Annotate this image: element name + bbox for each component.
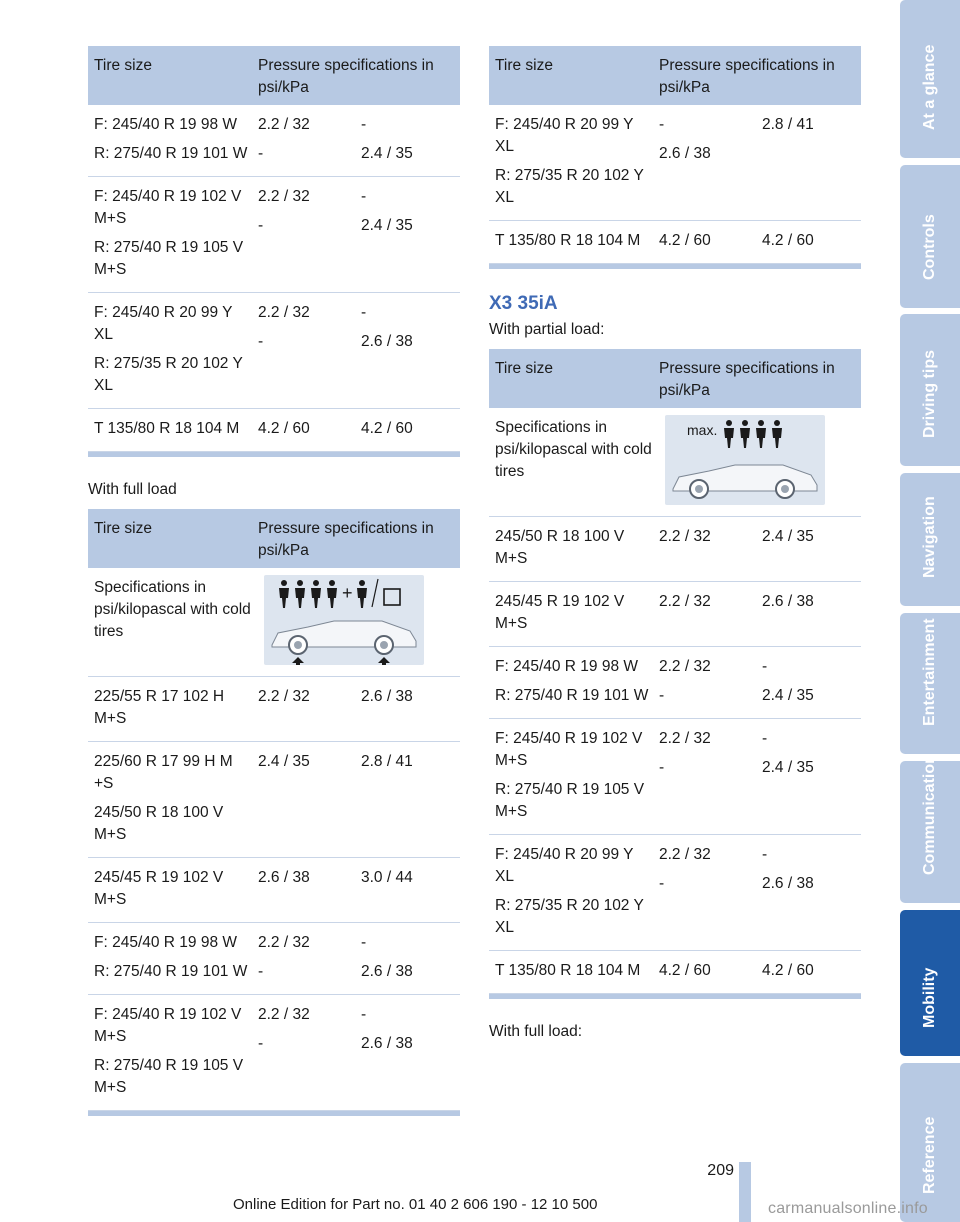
cell-line: F: 245/40 R 20 99 Y XL — [495, 846, 634, 885]
spec-icon-row — [489, 408, 861, 517]
header-tire-size: Tire size — [495, 57, 553, 74]
cell-line: 2.4 / 35 — [361, 145, 413, 162]
tire-size-cell — [88, 751, 258, 846]
cell-line: 2.6 / 38 — [361, 963, 413, 980]
cell-line: R: 275/35 R 20 102 Y XL — [94, 355, 243, 394]
footer-text: Online Edition for Part no. 01 40 2 606 190 - 12 10 500 — [233, 1196, 598, 1213]
table-row — [489, 951, 861, 994]
table-body — [489, 517, 861, 994]
cell-line: - — [361, 934, 367, 951]
table-header — [489, 349, 861, 408]
cell-line: R: 275/40 R 19 101 W — [495, 687, 649, 704]
table-row — [88, 409, 460, 452]
tire-size-cell — [489, 230, 659, 252]
section-title: X3 35iA — [489, 293, 558, 314]
cell-line: F: 245/40 R 19 102 V M+S — [495, 730, 643, 769]
cell-line: - — [659, 759, 665, 776]
cell-line: 2.6 / 38 — [762, 593, 814, 610]
full-load-caption: With full load — [88, 481, 177, 498]
cell-line: 4.2 / 60 — [659, 962, 711, 979]
cell-line: 245/45 R 19 102 V M+S — [495, 593, 625, 632]
watermark: carmanualsonline.info — [768, 1200, 928, 1217]
table-body — [489, 105, 861, 264]
cell-line: F: 245/40 R 20 99 Y XL — [94, 304, 233, 343]
partial-load-caption: With partial load: — [489, 321, 605, 338]
pressure-cell-2 — [361, 186, 460, 281]
cell-line: - — [659, 687, 665, 704]
pressure-cell-2 — [361, 751, 460, 846]
pressure-cell-2 — [361, 1004, 460, 1099]
pressure-arrows — [292, 657, 390, 665]
pressure-cell-1 — [659, 960, 762, 982]
cell-line: R: 275/40 R 19 105 V M+S — [94, 1057, 244, 1096]
left-pressure-table-2 — [88, 509, 460, 1116]
table-row — [489, 719, 861, 835]
full-load-icon-box — [264, 577, 424, 665]
table-row — [489, 835, 861, 951]
luggage-icon — [384, 589, 400, 605]
right-pressure-table-1 — [489, 46, 861, 269]
side-tab-label: At a glance — [921, 44, 938, 130]
table-row — [88, 105, 460, 177]
pressure-cell-2 — [762, 526, 861, 570]
pressure-cell-1 — [659, 591, 762, 635]
cell-line: 3.0 / 44 — [361, 869, 413, 886]
cell-line: - — [361, 188, 367, 205]
svg-text:+: + — [342, 583, 353, 603]
table-row — [489, 517, 861, 582]
pressure-cell-2 — [762, 114, 861, 209]
side-tab-label: Communication — [921, 754, 938, 875]
left-column — [88, 46, 460, 1116]
side-tab-label: Navigation — [921, 496, 938, 578]
side-tab-navigation[interactable] — [900, 473, 960, 606]
pressure-cell-1 — [258, 867, 361, 911]
cell-line: 2.2 / 32 — [659, 593, 711, 610]
cell-line: - — [762, 846, 768, 863]
cell-line: R: 275/40 R 19 101 W — [94, 145, 248, 162]
table-row — [489, 647, 861, 719]
cell-line: 2.2 / 32 — [659, 658, 711, 675]
cell-line: 2.4 / 35 — [762, 759, 814, 776]
spec-label: Specifications in psi/kilopascal with cold tires — [495, 419, 652, 480]
cell-line: 2.6 / 38 — [659, 145, 711, 162]
pressure-cell-2 — [361, 114, 460, 165]
header-pressure: Pressure specifications in psi/kPa — [258, 57, 434, 96]
pressure-cell-2 — [762, 728, 861, 823]
side-tab-label: Mobility — [921, 967, 938, 1028]
cell-line: - — [361, 116, 367, 133]
cell-line: 2.4 / 35 — [258, 753, 310, 770]
table-header — [88, 46, 460, 105]
tire-size-cell — [88, 686, 258, 730]
pressure-cell-1 — [659, 844, 762, 939]
cell-line: - — [659, 116, 665, 133]
partial-load-icon-box — [665, 417, 825, 505]
pressure-cell-2 — [762, 844, 861, 939]
table-body — [88, 677, 460, 1111]
header-tire-size: Tire size — [94, 57, 152, 74]
tire-size-cell — [88, 867, 258, 911]
tire-size-cell — [88, 114, 258, 165]
table-end-bar — [88, 1111, 460, 1116]
car-silhouette — [673, 465, 817, 498]
cell-line: 4.2 / 60 — [659, 232, 711, 249]
cell-line: 245/50 R 18 100 V M+S — [94, 804, 224, 843]
table-row — [88, 858, 460, 923]
pressure-cell-2 — [762, 960, 861, 982]
spec-label: Specifications in psi/kilopascal with cold tires — [94, 579, 251, 640]
pressure-cell-2 — [762, 230, 861, 252]
pressure-cell-1 — [258, 418, 361, 440]
tire-size-cell — [88, 418, 258, 440]
pressure-cell-2 — [361, 932, 460, 983]
side-tab-reference[interactable] — [900, 1063, 960, 1222]
pressure-cell-1 — [258, 751, 361, 846]
cell-line: - — [258, 333, 264, 350]
table-body — [88, 105, 460, 452]
table-end-bar — [88, 452, 460, 457]
cell-line: 245/45 R 19 102 V M+S — [94, 869, 224, 908]
cell-line: R: 275/40 R 19 101 W — [94, 963, 248, 980]
pressure-cell-2 — [361, 302, 460, 397]
header-pressure: Pressure specifications in psi/kPa — [659, 57, 835, 96]
header-tire-size: Tire size — [495, 360, 553, 377]
tire-size-cell — [88, 932, 258, 983]
table-row — [88, 177, 460, 293]
pressure-cell-2 — [361, 418, 460, 440]
tire-size-cell — [489, 114, 659, 209]
cell-line: 245/50 R 18 100 V M+S — [495, 528, 625, 567]
cell-line: 2.2 / 32 — [258, 688, 310, 705]
pressure-cell-1 — [659, 728, 762, 823]
header-pressure: Pressure specifications in psi/kPa — [659, 360, 835, 399]
cell-line: F: 245/40 R 19 98 W — [495, 658, 639, 675]
cell-line: 4.2 / 60 — [762, 232, 814, 249]
cell-line: 2.4 / 35 — [361, 217, 413, 234]
cell-line: - — [361, 1006, 367, 1023]
cell-line: 225/55 R 17 102 H M+S — [94, 688, 225, 727]
cell-line: 2.2 / 32 — [258, 188, 310, 205]
tire-size-cell — [88, 1004, 258, 1099]
table-row — [88, 995, 460, 1111]
car-silhouette — [272, 621, 416, 654]
section-side-tabs — [900, 0, 960, 1222]
pressure-cell-1 — [258, 1004, 361, 1099]
cell-line: - — [659, 875, 665, 892]
passengers-icon — [724, 420, 782, 448]
passengers-icon — [279, 580, 367, 608]
cell-line: 2.2 / 32 — [659, 846, 711, 863]
pressure-cell-1 — [258, 302, 361, 397]
cell-line: R: 275/35 R 20 102 Y XL — [495, 167, 644, 206]
side-tab-entertainment[interactable] — [900, 613, 960, 754]
tire-size-cell — [489, 844, 659, 939]
cell-line: F: 245/40 R 19 102 V M+S — [94, 188, 242, 227]
table-row — [489, 221, 861, 264]
table-header — [88, 509, 460, 568]
cell-line: 4.2 / 60 — [258, 420, 310, 437]
table-row — [88, 923, 460, 995]
cell-line: F: 245/40 R 20 99 Y XL — [495, 116, 634, 155]
pressure-cell-2 — [361, 867, 460, 911]
page-number-bar — [739, 1162, 751, 1222]
cell-line: 2.6 / 38 — [361, 688, 413, 705]
tire-size-cell — [489, 728, 659, 823]
pressure-cell-2 — [762, 591, 861, 635]
pressure-cell-1 — [659, 114, 762, 209]
tire-size-cell — [489, 526, 659, 570]
right-column — [489, 46, 861, 1051]
car-load-diagram — [665, 415, 825, 505]
cell-line: 2.2 / 32 — [258, 1006, 310, 1023]
cell-line: T 135/80 R 18 104 M — [94, 420, 240, 437]
cell-line: - — [258, 145, 264, 162]
left-pressure-table-1 — [88, 46, 460, 457]
cell-line: 2.2 / 32 — [258, 934, 310, 951]
pressure-cell-1 — [258, 186, 361, 281]
table-row — [88, 742, 460, 858]
cell-line: 2.6 / 38 — [361, 333, 413, 350]
full-load-caption: With full load: — [489, 1023, 583, 1040]
table-row — [489, 105, 861, 221]
page-number: 209 — [707, 1162, 734, 1179]
side-tab-at-a-glance[interactable] — [900, 0, 960, 158]
table-header — [489, 46, 861, 105]
cell-line: 2.6 / 38 — [258, 869, 310, 886]
header-tire-size: Tire size — [94, 520, 152, 537]
table-end-bar — [489, 994, 861, 999]
side-tab-controls[interactable] — [900, 165, 960, 308]
cell-line: 2.8 / 41 — [762, 116, 814, 133]
full-load-car-icon — [264, 575, 424, 665]
cell-line: 2.4 / 35 — [762, 687, 814, 704]
cell-line: R: 275/35 R 20 102 Y XL — [495, 897, 644, 936]
side-tab-label: Entertainment — [921, 618, 938, 726]
pressure-cell-2 — [762, 656, 861, 707]
cell-line: - — [762, 658, 768, 675]
tire-size-cell — [489, 960, 659, 982]
cell-line: 2.2 / 32 — [659, 730, 711, 747]
side-tab-mobility[interactable] — [900, 910, 960, 1056]
partial-load-car-icon — [665, 415, 825, 505]
pressure-cell-1 — [659, 656, 762, 707]
cell-line: F: 245/40 R 19 98 W — [94, 116, 238, 133]
table-row — [489, 582, 861, 647]
cell-line: - — [361, 304, 367, 321]
pressure-cell-1 — [659, 526, 762, 570]
pressure-cell-1 — [258, 686, 361, 730]
cell-line: - — [258, 963, 264, 980]
tire-size-cell — [88, 302, 258, 397]
pressure-cell-1 — [258, 932, 361, 983]
table-row — [88, 677, 460, 742]
cell-line: 4.2 / 60 — [361, 420, 413, 437]
tire-size-cell — [489, 656, 659, 707]
pressure-cell-1 — [258, 114, 361, 165]
pressure-cell-2 — [361, 686, 460, 730]
cell-line: R: 275/40 R 19 105 V M+S — [94, 239, 244, 278]
max-label: max. — [687, 422, 718, 438]
side-tab-label: Controls — [921, 214, 938, 280]
cell-line: R: 275/40 R 19 105 V M+S — [495, 781, 645, 820]
table-end-bar — [489, 264, 861, 269]
pressure-cell-1 — [659, 230, 762, 252]
right-pressure-table-2 — [489, 349, 861, 999]
tire-size-cell — [489, 591, 659, 635]
cell-line: - — [762, 730, 768, 747]
table-row — [88, 293, 460, 409]
side-tab-driving-tips[interactable] — [900, 314, 960, 466]
cell-line: 225/60 R 17 99 H M +S — [94, 753, 233, 792]
cell-line: 2.8 / 41 — [361, 753, 413, 770]
cell-line: F: 245/40 R 19 102 V M+S — [94, 1006, 242, 1045]
cell-line: 4.2 / 60 — [762, 962, 814, 979]
cell-line: T 135/80 R 18 104 M — [495, 232, 641, 249]
side-tab-communication[interactable] — [900, 754, 960, 903]
header-pressure: Pressure specifications in psi/kPa — [258, 520, 434, 559]
spec-icon-row — [88, 568, 460, 677]
tire-size-cell — [88, 186, 258, 281]
cell-line: 2.6 / 38 — [361, 1035, 413, 1052]
cell-line: 2.6 / 38 — [762, 875, 814, 892]
cell-line: 2.2 / 32 — [258, 304, 310, 321]
cell-line: T 135/80 R 18 104 M — [495, 962, 641, 979]
side-tab-label: Reference — [921, 1116, 938, 1194]
cell-line: F: 245/40 R 19 98 W — [94, 934, 238, 951]
cell-line: 2.4 / 35 — [762, 528, 814, 545]
cell-line: 2.2 / 32 — [258, 116, 310, 133]
cell-line: - — [258, 217, 264, 234]
car-load-diagram — [264, 575, 424, 665]
cell-line: 2.2 / 32 — [659, 528, 711, 545]
cell-line: - — [258, 1035, 264, 1052]
side-tab-label: Driving tips — [921, 349, 938, 438]
